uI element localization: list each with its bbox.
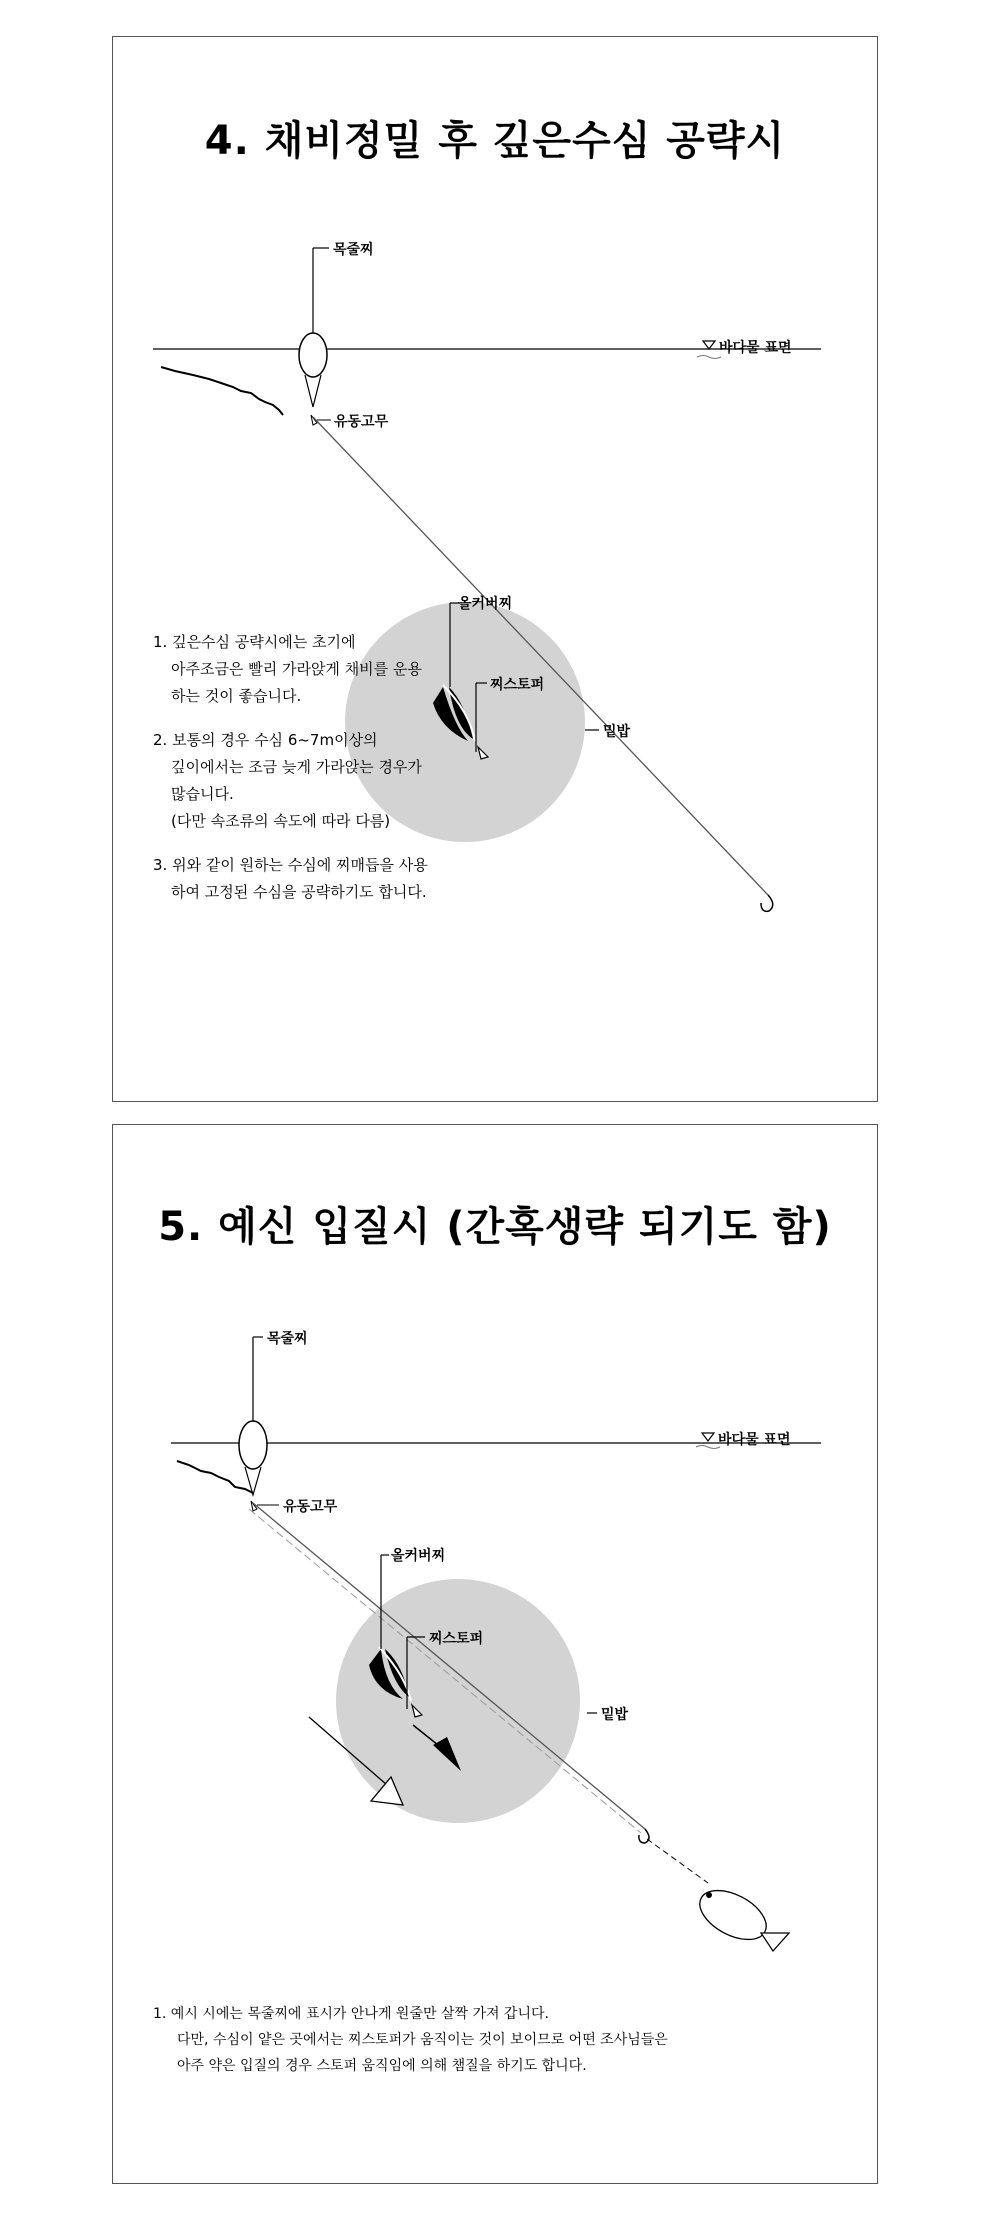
note-line: 깊이에서는 조금 늦게 가라앉는 경우가 xyxy=(171,758,422,776)
note-line: 다만, 수심이 얕은 곳에서는 찌스토퍼가 움직이는 것이 보이므로 어떤 조사님들은 xyxy=(177,2032,668,2048)
chum-label: 밑밥 xyxy=(601,1707,629,1723)
note-line: 하여 고정된 수심을 공략하기도 합니다. xyxy=(171,883,427,901)
panel1-notes xyxy=(153,629,428,923)
panel2-title: 5. 예신 입질시 (간혹생략 되기도 함) xyxy=(158,1204,832,1250)
surface-marker-icon xyxy=(702,1433,714,1441)
note-2 xyxy=(153,727,428,835)
cover-float-label: 올커버찌 xyxy=(458,596,513,612)
shore-line xyxy=(177,1461,253,1493)
rubber-stopper-label: 유동고무 xyxy=(334,414,389,430)
hook-icon xyxy=(639,1829,649,1843)
hook-icon xyxy=(761,895,773,911)
float-label: 목줄찌 xyxy=(267,1331,308,1347)
sea-surface-label: 바다물 표면 xyxy=(719,340,792,356)
diagram-panel-pre-bite xyxy=(112,1124,878,2184)
panel1-drawing xyxy=(113,37,879,1103)
stopper-label: 찌스토퍼 xyxy=(429,1631,484,1647)
diagram-panel-deep-water xyxy=(112,36,878,1102)
note-line: (다만 속조류의 속도에 따라 다름) xyxy=(171,812,391,830)
stopper-label: 찌스토퍼 xyxy=(490,677,545,693)
note-line: 많습니다. xyxy=(171,785,234,803)
surface-marker-icon xyxy=(703,341,715,349)
sea-surface-label: 바다물 표면 xyxy=(718,1432,791,1448)
float-icon xyxy=(299,333,327,377)
note-1 xyxy=(153,629,428,710)
note-3 xyxy=(153,852,428,906)
chum-circle xyxy=(336,1579,580,1823)
note-line: 아주조금은 빨리 가라앉게 채비를 운용 xyxy=(171,660,422,678)
panel2-notes xyxy=(153,2001,668,2079)
note-line: 2. 보통의 경우 수심 6~7m이상의 xyxy=(153,731,378,749)
chum-label: 밑밥 xyxy=(603,724,631,740)
rubber-stopper-label: 유동고무 xyxy=(283,1499,338,1515)
note-line: 하는 것이 좋습니다. xyxy=(171,687,302,705)
panel1-title: 4. 채비정밀 후 깊은수심 공략시 xyxy=(204,118,786,164)
note-line: 1. 예시 시에는 목줄찌에 표시가 안나게 원줄만 살짝 가져 갑니다. xyxy=(153,2006,549,2022)
fish-line xyxy=(647,1839,708,1883)
note-line: 1. 깊은수심 공략시에는 초기에 xyxy=(153,633,356,651)
fish-icon xyxy=(692,1880,789,1951)
note-line: 3. 위와 같이 원하는 수심에 찌매듭을 사용 xyxy=(153,856,428,874)
cover-float-label: 올커버찌 xyxy=(391,1548,446,1564)
note-line: 아주 약은 입질의 경우 스토퍼 움직임에 의해 챔질을 하기도 합니다. xyxy=(177,2058,587,2074)
float-label: 목줄찌 xyxy=(333,242,374,258)
float-icon xyxy=(239,1421,267,1469)
shore-line xyxy=(161,367,283,415)
